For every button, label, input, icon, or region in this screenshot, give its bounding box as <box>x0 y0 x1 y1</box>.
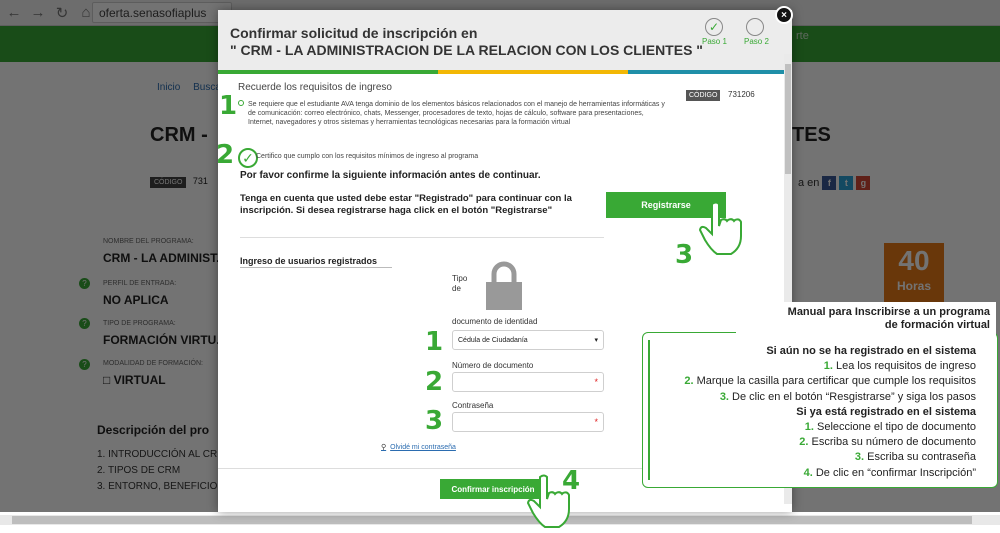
modal-program-name: " CRM - LA ADMINISTRACION DE LA RELACION CON LOS CLIENTES " <box>230 42 703 58</box>
manual-title <box>736 302 996 340</box>
step-number: 2. <box>799 436 809 449</box>
annotation-number: 4 <box>562 466 581 496</box>
step-number: 4. <box>803 466 813 479</box>
doc-type-label-line: Tipo <box>452 274 468 283</box>
scroll-thumb[interactable] <box>12 516 972 524</box>
step-number: 1. <box>823 360 833 373</box>
instruction-step <box>652 466 976 481</box>
modal-title: Confirmar solicitud de inscripción en <box>230 25 478 41</box>
step-text: De clic en el botón “Resgistrarse” y siga los pasos <box>729 390 976 403</box>
instructions-section: Si ya está registrado en el sistema <box>796 405 976 418</box>
header-stripe <box>628 70 792 74</box>
doc-type-label <box>452 274 467 294</box>
doc-identity-label: documento de identidad <box>452 317 538 326</box>
step-text: Escriba su número de documento <box>808 436 976 449</box>
step-text: Escriba su contraseña <box>864 451 976 464</box>
key-icon: ⚲ <box>381 444 387 451</box>
horizontal-scrollbar[interactable] <box>0 512 1000 533</box>
doc-type-value: Cédula de Ciudadanía <box>458 336 528 344</box>
dropdown-arrow-icon: ▾ <box>594 337 598 344</box>
code-tag: CÓDIGO <box>686 90 720 101</box>
doc-number-label: Número de documento <box>452 361 534 370</box>
annotation-number: 1 <box>219 91 238 121</box>
bullet-icon <box>238 100 244 106</box>
instruction-step <box>652 359 976 374</box>
doc-number-input[interactable] <box>452 372 604 392</box>
lock-icon <box>484 260 524 312</box>
step-number: 3. <box>719 390 729 403</box>
annotation-number: 2 <box>425 367 444 397</box>
step-text: Lea los requisitos de ingreso <box>832 360 976 373</box>
annotation-number: 3 <box>425 406 444 436</box>
manual-title-line: de formación virtual <box>884 319 990 331</box>
instruction-step <box>652 435 976 450</box>
divider <box>240 267 392 268</box>
step-2-label: Paso 2 <box>744 37 769 46</box>
close-button[interactable]: × <box>775 6 793 24</box>
login-heading: Ingreso de usuarios registrados <box>240 256 378 266</box>
step-1-check-icon: ✓ <box>705 18 723 36</box>
step-text: Marque la casilla para certificar que cumple los requisitos <box>693 375 976 388</box>
instructions-text <box>652 344 976 481</box>
requirements-heading: Recuerde los requisitos de ingreso <box>238 82 392 93</box>
instruction-step <box>652 390 976 405</box>
certify-label: Certifico que cumplo con los requisitos mínimos de ingreso al programa <box>256 153 479 160</box>
forgot-password-link[interactable] <box>381 443 456 451</box>
required-mark: * <box>594 377 598 387</box>
step-text: Seleccione el tipo de documento <box>813 421 976 434</box>
instruction-step <box>652 420 976 435</box>
step-text: De clic en “confirmar Inscripción” <box>812 466 976 479</box>
scroll-thumb[interactable] <box>785 64 791 174</box>
step-number: 2. <box>684 375 694 388</box>
forgot-password-text: Olvidé mi contraseña <box>390 443 456 451</box>
confirm-info-text: Por favor confirme la siguiente información antes de continuar. <box>240 170 541 181</box>
requirement-text: Se requiere que el estudiante AVA tenga dominio de los elementos básicos relacionados con el manejo de herramientas informáticas y de comunicación: correo electrónico, chats, Messenger, procesadores de texto, hojas de cálculo, software para presentaciones, Internet, navegadores y otros sistemas y herramientas tecnológicas necesarias para la formación virtual <box>248 101 665 126</box>
instruction-step <box>652 374 976 389</box>
step-number: 1. <box>804 421 814 434</box>
step-1-label: Paso 1 <box>702 37 727 46</box>
header-stripe <box>438 70 628 74</box>
password-label: Contraseña <box>452 401 494 410</box>
header-stripe <box>218 70 438 74</box>
pointing-hand-icon <box>698 200 750 256</box>
instructions-section: Si aún no se ha registrado en el sistema <box>766 345 976 357</box>
confirm-enrollment-button[interactable]: Confirmar inscripción <box>440 479 546 499</box>
code-value: 731206 <box>728 90 755 99</box>
instruction-step <box>652 450 976 465</box>
annotation-number: 1 <box>425 327 444 357</box>
required-mark: * <box>594 417 598 427</box>
manual-title-line: Manual para Inscribirse a un programa <box>787 306 990 318</box>
pointing-hand-icon <box>526 473 578 529</box>
doc-type-select[interactable] <box>452 330 604 350</box>
divider <box>240 237 604 238</box>
doc-type-label-line: de <box>452 284 461 293</box>
step-number: 3. <box>854 451 865 464</box>
annotation-number: 2 <box>216 140 235 170</box>
password-input[interactable] <box>452 412 604 432</box>
annotation-number: 3 <box>675 240 694 270</box>
register-button[interactable]: Registrarse <box>606 192 726 218</box>
certify-checkbox[interactable]: ✓ <box>238 148 258 168</box>
step-2-circle-icon <box>746 18 764 36</box>
register-note: Tenga en cuenta que usted debe estar "Registrado" para continuar con la inscripción. Si desea registrarse haga click en el botón "Registrarse" <box>240 193 572 216</box>
